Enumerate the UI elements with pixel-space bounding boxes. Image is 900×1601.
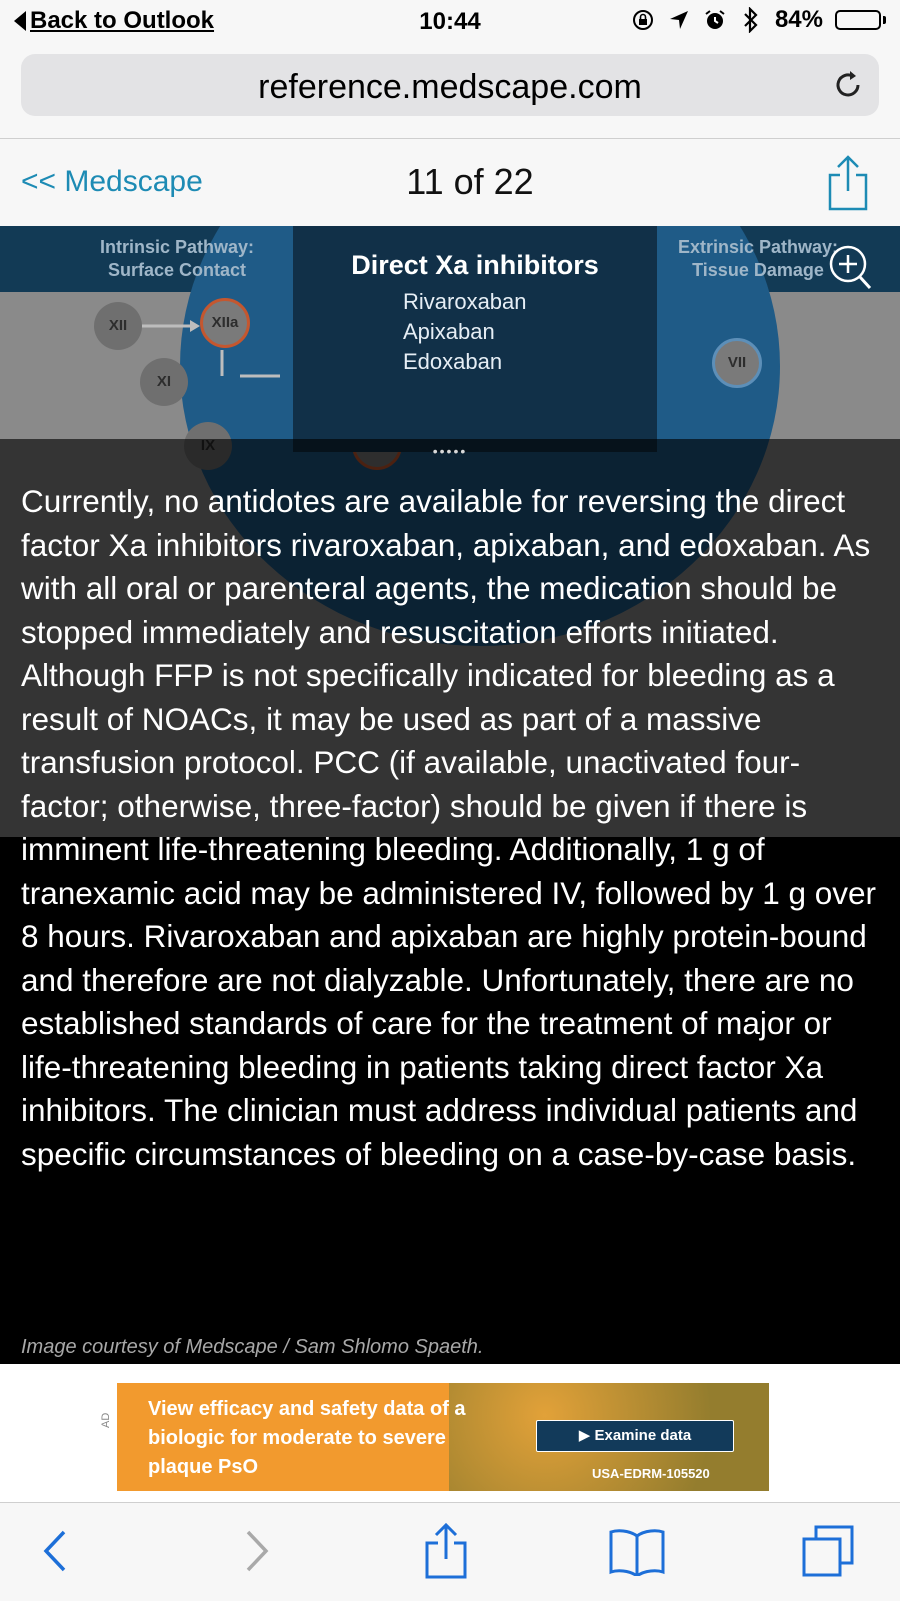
- drug-name: Edoxaban: [403, 349, 503, 374]
- extrinsic-pathway-label: Extrinsic Pathway: Tissue Damage: [677, 237, 839, 280]
- share-icon[interactable]: [826, 153, 870, 213]
- back-to-outlook-label: Back to Outlook: [30, 7, 215, 34]
- factor-node: XIIa: [200, 298, 250, 348]
- drug-name: Apixaban: [403, 319, 495, 344]
- image-credit: Image courtesy of Medscape / Sam Shlomo Spaeth.: [21, 1336, 484, 1358]
- factor-node: XI: [140, 358, 188, 406]
- bluetooth-icon: [739, 8, 763, 32]
- slideshow-header: [0, 139, 900, 226]
- ad-text: View efficacy and safety data of a biologic for moderate to severe plaque PsO: [148, 1398, 466, 1478]
- slide-counter: 11 of 22: [406, 161, 534, 202]
- tabs-icon[interactable]: [798, 1521, 858, 1581]
- back-icon[interactable]: [26, 1521, 86, 1581]
- status-bar: [0, 0, 900, 44]
- share-icon[interactable]: [416, 1521, 476, 1581]
- slide-viewer: [0, 226, 900, 1364]
- battery-icon: [835, 10, 886, 30]
- drug-name: Rivaroxaban: [403, 289, 527, 314]
- factor-node: XII: [94, 302, 142, 350]
- url-text: reference.medscape.com: [258, 68, 642, 106]
- ad-code: USA-EDRM-105520: [592, 1466, 710, 1481]
- bookmarks-icon[interactable]: [607, 1521, 667, 1581]
- status-icons: [631, 6, 886, 34]
- battery-percent: 84%: [774, 6, 823, 33]
- intrinsic-pathway-label: Intrinsic Pathway: Surface Contact: [99, 237, 255, 280]
- drag-handle-dots[interactable]: •••••: [432, 443, 468, 459]
- zoom-in-icon[interactable]: [828, 244, 872, 296]
- orientation-lock-icon: [631, 8, 655, 32]
- medscape-back-link[interactable]: << Medscape: [21, 165, 203, 198]
- panel-title: Direct Xa inhibitors: [351, 250, 599, 280]
- clock: 10:44: [419, 8, 481, 35]
- alarm-icon: [703, 8, 727, 32]
- location-arrow-icon: [667, 8, 691, 32]
- browser-toolbar: [0, 1502, 900, 1601]
- banner-ad[interactable]: [117, 1383, 769, 1491]
- forward-icon[interactable]: [226, 1521, 286, 1581]
- reload-icon[interactable]: [831, 68, 865, 102]
- address-bar[interactable]: [21, 54, 879, 116]
- slide-caption: Currently, no antidotes are available for reversing the direct factor Xa inhibitors rivaroxaban, apixaban, and edoxaban. As with all oral or parenteral agents, the medication should be stopped immediately and resuscitation efforts initiated. Although FFP is not specifically indicated for bleeding as a result of NOACs, it may be used as part of a massive transfusion protocol. PCC (if available, unactivated four-factor; otherwise, three-factor) should be given if there is imminent life-threatening bleeding. Additionally, 1 g of tranexamic acid may be administered IV, followed by 1 g over 8 hours. Rivaroxaban and apixaban are highly protein-bound and therefore are not dialyzable. Unfortunately, there are no established standards of care for the treatment of major or life-threatening bleeding in patients taking direct factor Xa inhibitors. The clinician must address individual patients and specific circumstances of bleeding on a case-by-case basis.: [21, 483, 877, 1172]
- direct-xa-inhibitors-panel: [293, 226, 657, 452]
- factor-node: VII: [712, 338, 762, 388]
- ad-tag: AD: [100, 1412, 112, 1428]
- examine-data-button[interactable]: ▶ Examine data: [536, 1420, 734, 1452]
- browser-address-area: [0, 44, 900, 139]
